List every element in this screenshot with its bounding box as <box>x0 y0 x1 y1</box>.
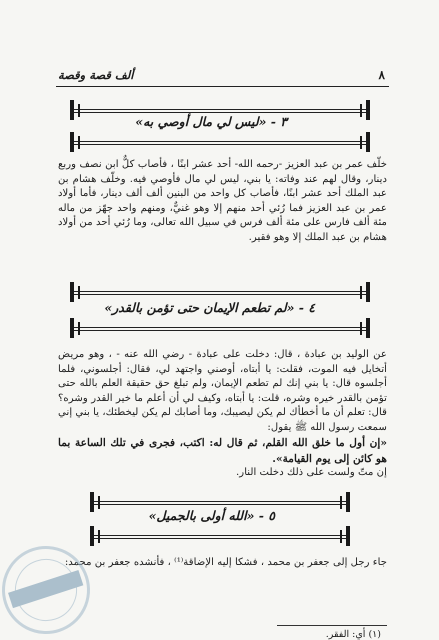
footnote-rule <box>277 625 387 626</box>
section-heading: ٥ - «الله أولى بالجميل» <box>148 508 275 523</box>
section-paragraph: إن متّ ولست على ذلك دخلت النار. <box>236 467 387 478</box>
page-number: ٨ <box>378 68 385 82</box>
watermark-stamp-icon <box>0 535 101 640</box>
section-paragraph: خلّف عمر بن عبد العزيز -رحمه الله- أحد عشر ابنًا ، فأصاب كلٌّ ابن نصف وربع دينار، وقال لهم عند وفاته: يا بني، ليس لي مال فأوصي فيه. وخلّف هشام بن عبد الملك أحد عشر ابنًا، فأصاب كل واحد من البنين ألف ألف دينار، فأما أولاد عمر بن عبد العزيز فما رُئي أحد منهم إلا وهو غنيٌّ، ومنهم واحد جهّز من ماله مئة ألف فارس على مئة ألف فرس في سبيل الله تعالى، وما رُئي أحد من أولاد هشام بن عبد الملك إلا وهو فقير. <box>58 159 387 243</box>
header-rule <box>56 86 389 87</box>
page-header <box>58 68 385 86</box>
section-divider-top <box>70 282 370 302</box>
running-title: ألف قصة وقصة <box>58 68 134 82</box>
hadith-quote: «إن أول ما خلق الله القلم، ثم قال له: اكتب، فجرى في تلك الساعة بما هو كائن إلى يوم القيامة». <box>58 437 387 465</box>
section-heading: ٣ - «ليس لي مال أوصي به» <box>135 114 287 129</box>
section-heading: ٤ - «لم تطعم الإيمان حتى تؤمن بالقدر» <box>104 300 315 315</box>
section-paragraph: عن الوليد بن عبادة ، قال: دخلت على عبادة - رضي الله عنه - ، وهو مريض أتخايل فيه الموت، فقلت: يا أبتاه، أوصني واجتهد لي، فقال: أجلسوني، فلما أجلسوه قال: يا بني إنك لم تطعم الإيمان، ولم تبلغ حق حقيقة العلم بالله حتى تؤمن بالقدر خيره وشره، قلت: يا أبتاه، وكيف لي أن أعلم ما خير القدر وشره؟ قال: تعلم أن ما أخطأك لم يكن ليصيبك، وما أصابك لم يكن ليخطئك، يا بني إني سمعت رسول الله ﷺ يقول: <box>58 349 387 433</box>
footnote: (١) أي: الفقر. <box>325 629 381 640</box>
section-divider-bottom <box>90 526 350 546</box>
section-paragraph: جاء رجل إلى جعفر بن محمد ، فشكا إليه الإضاقة⁽¹⁾ ، فأنشده جعفر بن محمد: <box>64 557 387 568</box>
section-divider-bottom <box>70 132 370 152</box>
section-divider-bottom <box>70 318 370 338</box>
